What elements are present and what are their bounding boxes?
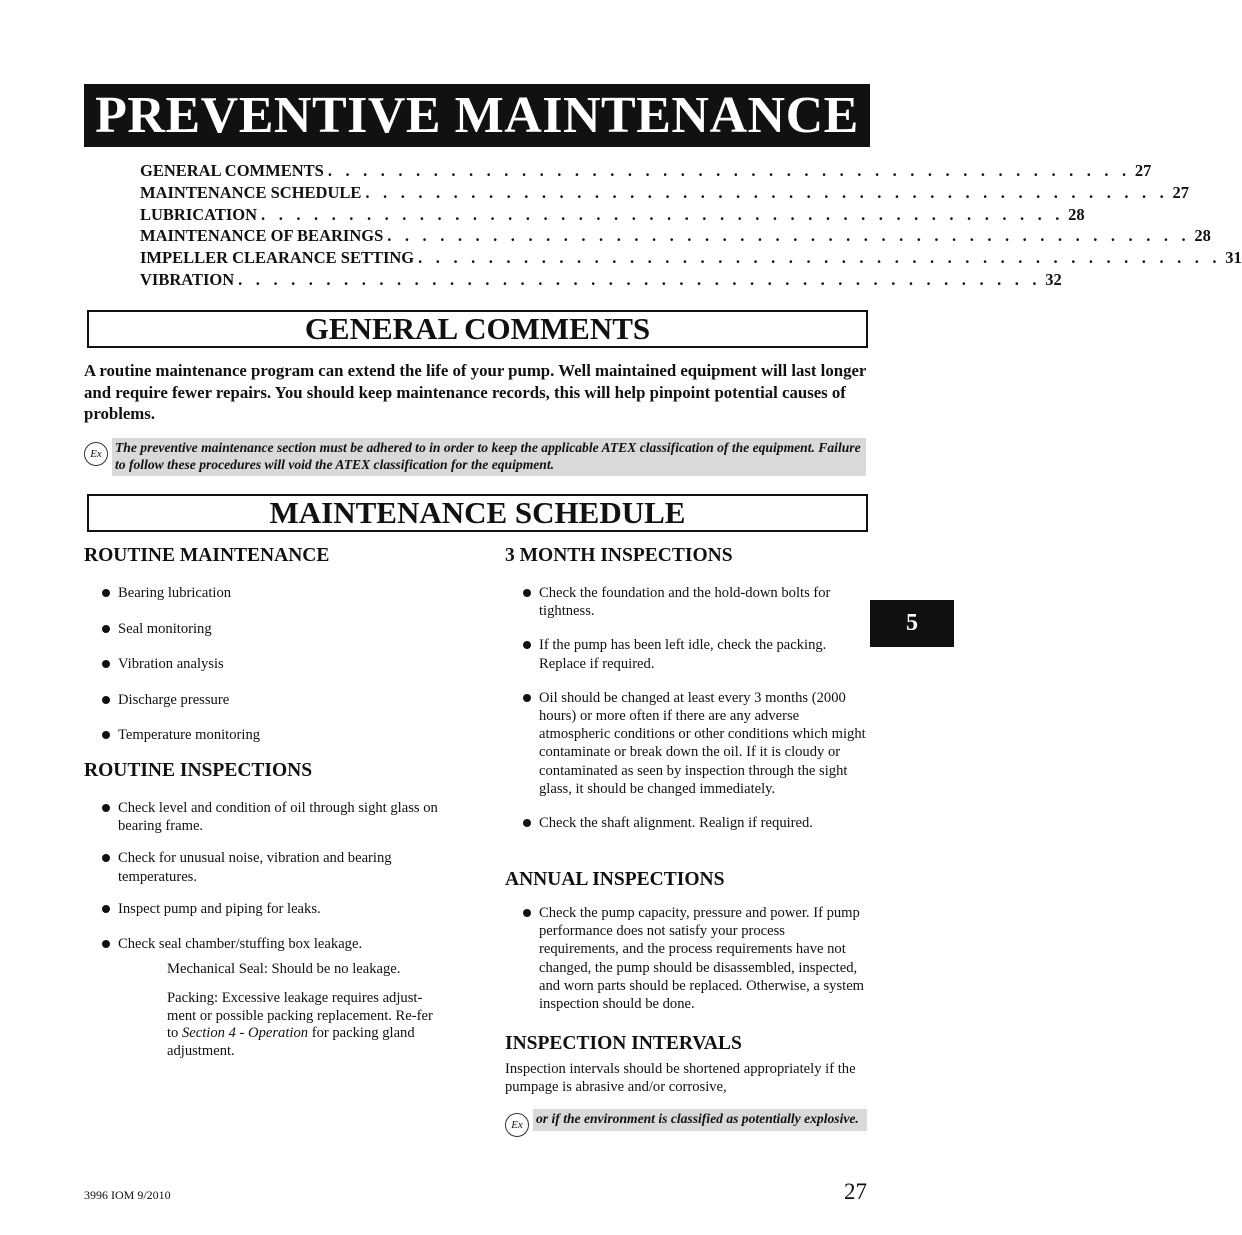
atex-note-text: The preventive maintenance section must be adhered to in order to keep the applicable ATEX classification of the equipment. Failure to follow these procedures will void the ATEX classification for the equipment. — [112, 438, 866, 476]
routine-inspections-list — [102, 799, 447, 953]
routine-maintenance-heading: ROUTINE MAINTENANCE — [84, 545, 330, 566]
list-item: Discharge pressure — [102, 691, 442, 709]
toc-label: VIBRATION — [140, 269, 235, 289]
list-item: Vibration analysis — [102, 655, 442, 673]
annual-inspections-list — [523, 904, 868, 1013]
toc-label: LUBRICATION — [140, 204, 258, 224]
section-reference: Section 4 - Operation — [182, 1025, 309, 1041]
document-id: 3996 IOM 9/2010 — [84, 1188, 171, 1202]
toc-entry[interactable]: MAINTENANCE SCHEDULE . . . . . . . . . . . . . . . . . . . . . . . . . . . . . . . . . . . . . . . . . . . . . . 27 — [140, 182, 1189, 202]
toc-entry[interactable]: MAINTENANCE OF BEARINGS . . . . . . . . . . . . . . . . . . . . . . . . . . . . . . . . . . . . . . . . . . . . . . 28 — [140, 226, 1211, 246]
list-item: Check seal chamber/stuffing box leakage. — [102, 935, 447, 953]
list-item: If the pump has been left idle, check the packing. Replace if required. — [523, 636, 868, 672]
page-title: PREVENTIVE MAINTENANCE — [84, 84, 870, 147]
toc-entry[interactable]: LUBRICATION . . . . . . . . . . . . . . . . . . . . . . . . . . . . . . . . . . . . . . . . . . . . . . 28 — [140, 204, 1085, 224]
toc-page: 27 — [1172, 182, 1189, 202]
three-month-list — [523, 584, 868, 832]
list-item: Check the shaft alignment. Realign if required. — [523, 814, 868, 832]
routine-inspections-heading: ROUTINE INSPECTIONS — [84, 760, 313, 781]
toc-entry[interactable]: IMPELLER CLEARANCE SETTING . . . . . . . . . . . . . . . . . . . . . . . . . . . . . . . . . . . . . . . . . . . . . . 31 — [140, 248, 1242, 268]
inspection-intervals-heading: INSPECTION INTERVALS — [505, 1033, 742, 1054]
toc-entry[interactable]: VIBRATION . . . . . . . . . . . . . . . . . . . . . . . . . . . . . . . . . . . . . . . . . . . . . . 32 — [140, 269, 1062, 289]
toc-page: 32 — [1045, 269, 1062, 289]
toc-label: GENERAL COMMENTS — [140, 161, 324, 180]
list-item: Check the pump capacity, pressure and power. If pump performance does not satisfy your process requirements, and the process requirements have not changed, the pump should be disassembled, inspected, and worn parts should be replaced. Otherwise, a system inspection should be done. — [523, 904, 868, 1013]
inspection-intervals-text: Inspection intervals should be shortened appropriately if the pumpage is abrasive and/or corrosive, — [505, 1061, 856, 1096]
list-item: Check the foundation and the hold-down bolts for tightness. — [523, 584, 868, 620]
atex-note-text: or if the environment is classified as potentially explosive. — [533, 1109, 867, 1131]
list-item: Seal monitoring — [102, 620, 442, 638]
table-of-contents — [140, 161, 1242, 292]
page-number: 27 — [844, 1179, 867, 1204]
list-item: Inspect pump and piping for leaks. — [102, 900, 447, 918]
atex-ex-icon: Ex — [84, 442, 108, 466]
section-heading-maintenance-schedule: MAINTENANCE SCHEDULE — [87, 494, 868, 532]
routine-maintenance-list — [102, 584, 442, 744]
packing-note: Packing: Excessive leakage requires adjust-ment or possible packing replacement. Re-fer to Section 4 - Operation for packing gland adjustment. — [167, 990, 433, 1059]
list-item: Check for unusual noise, vibration and bearing temperatures. — [102, 849, 447, 885]
atex-note — [84, 438, 866, 476]
list-item: Temperature monitoring — [102, 726, 442, 744]
section-tab[interactable]: 5 — [870, 600, 954, 647]
intro-paragraph: A routine maintenance program can extend the life of your pump. Well maintained equipment will last longer and require fewer repairs. You should keep maintenance records, this will help pinpoint potential causes of problems. — [84, 361, 867, 423]
three-month-heading: 3 MONTH INSPECTIONS — [505, 545, 733, 566]
atex-note-intervals — [505, 1109, 867, 1137]
list-item: Bearing lubrication — [102, 584, 442, 602]
mechanical-seal-note: Mechanical Seal: Should be no leakage. — [167, 961, 401, 977]
toc-page: 31 — [1225, 248, 1242, 268]
toc-page: 27 — [1134, 161, 1152, 180]
list-item: Check level and condition of oil through sight glass on bearing frame. — [102, 799, 447, 835]
atex-ex-icon: Ex — [505, 1113, 529, 1137]
list-item: Oil should be changed at least every 3 months (2000 hours) or more often if there are any adverse atmospheric conditions or other conditions which might contaminate or break down the oil. If it is cloudy or contaminated as seen by inspection through the sight glass, it should be changed immediately. — [523, 689, 868, 798]
toc-page: 28 — [1194, 226, 1211, 246]
section-heading-general-comments: GENERAL COMMENTS — [87, 310, 868, 348]
toc-label: MAINTENANCE SCHEDULE — [140, 182, 362, 202]
toc-label: IMPELLER CLEARANCE SETTING — [140, 248, 415, 268]
toc-label: MAINTENANCE OF BEARINGS — [140, 226, 384, 246]
toc-entry[interactable]: GENERAL COMMENTS . . . . . . . . . . . . . . . . . . . . . . . . . . . . . . . . . . . . . . . . . . . . . . 27 — [140, 161, 1152, 180]
toc-page: 28 — [1068, 204, 1085, 224]
annual-inspections-heading: ANNUAL INSPECTIONS — [505, 869, 725, 890]
